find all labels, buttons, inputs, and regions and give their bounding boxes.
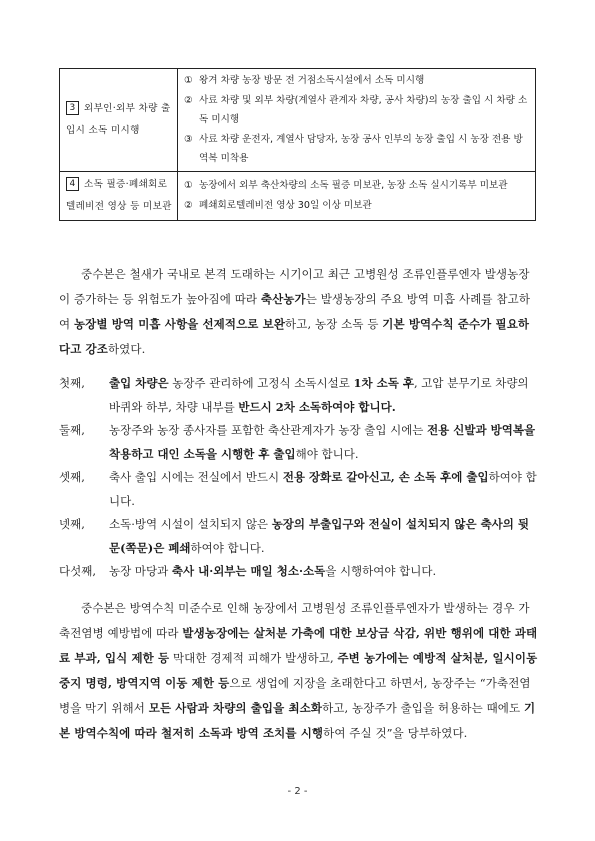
category-label: 외부인·외부 차량 출입시 소독 미시행 bbox=[66, 102, 171, 136]
category-label: 소독 필증·폐쇄회로텔레비전 영상 등 미보관 bbox=[66, 178, 172, 212]
guideline-text: 농장 마당과 축사 내·외부는 매일 청소·소독을 시행하여야 합니다. bbox=[109, 564, 437, 578]
guideline-label: 둘째, bbox=[59, 423, 85, 437]
guideline-item bbox=[59, 513, 538, 560]
list-item: ② 폐쇄회로텔레비전 영상 30일 이상 미보관 bbox=[184, 199, 372, 211]
table-row bbox=[60, 69, 536, 172]
list-item: ① 농장에서 외부 축산차량의 소독 필증 미보관, 농장 소독 실시기록부 미보관 bbox=[184, 180, 508, 191]
guideline-label: 넷째, bbox=[59, 517, 85, 531]
findings-table bbox=[59, 68, 536, 221]
guideline-label: 첫째, bbox=[59, 376, 85, 390]
items-cell bbox=[178, 171, 536, 220]
guideline-list bbox=[59, 372, 538, 584]
body-paragraph: 중수본은 철새가 국내로 본격 도래하는 시기이고 최근 고병원성 조류인플루엔자 발생농장이 증가하는 등 위험도가 높아짐에 따라 축산농가는 발생농장의 주요 방역 미흡 사례를 참고하여 농장별 방역 미흡 사항을 선제적으로 보완하고, 농장 소독 등 기본 방역수칙 준수가 필요하다고 강조하였다. bbox=[59, 267, 531, 356]
list-item: ① 왕겨 차량 농장 방문 전 거점소독시설에서 소독 미시행 bbox=[184, 75, 425, 86]
guideline-text: 출입 차량은 농장주 관리하에 고정식 소독시설로 1차 소독 후, 고압 분무기로 차량의 바퀴와 하부, 차량 내부를 반드시 2차 소독하여야 합니다. bbox=[109, 376, 529, 414]
guideline-item bbox=[59, 372, 538, 419]
body-paragraph: 중수본은 방역수칙 미준수로 인해 농장에서 고병원성 조류인플루엔자가 발생하는 경우 가축전염병 예방법에 따라 발생농장에는 살처분 가축에 대한 보상금 삭감, 위반 행위에 대한 과태료 부과, 입식 제한 등 막대한 경제적 피해가 발생하고, 주변 농가에는 예방적 살처분, 일시이동중지 명령, 방역지역 이동 제한 등으로 생업에 지장을 초래한다고 하면서, 농장주는 “가축전염병을 막기 위해서 모든 사람과 차량의 출입을 최소화하고, 농장주가 출입을 허용하는 때에도 기본 방역수칙에 따라 철저히 소독과 방역 조치를 시행하여 주실 것”을 당부하였다. bbox=[59, 601, 538, 740]
guideline-item bbox=[59, 466, 538, 513]
boxed-number: 3 bbox=[66, 101, 79, 115]
list-item: ② 사료 차량 및 외부 차량(계열사 관계자 차량, 공사 차량)의 농장 출입 시 차량 소독 미시행 bbox=[184, 94, 528, 125]
guideline-label: 셋째, bbox=[59, 470, 85, 484]
guideline-text: 농장주와 농장 종사자를 포함한 축산관계자가 농장 출입 시에는 전용 신발과 방역복을 착용하고 대인 소독을 시행한 후 출입해야 합니다. bbox=[109, 423, 536, 461]
table-row bbox=[60, 171, 536, 220]
guideline-text: 축사 출입 시에는 전실에서 반드시 전용 장화로 갈아신고, 손 소독 후에 출입하여야 합니다. bbox=[109, 470, 537, 508]
guideline-text: 소독·방역 시설이 설치되지 않은 농장의 부출입구와 전실이 설치되지 않은 축사의 뒷문(쪽문)은 폐쇄하여야 합니다. bbox=[109, 517, 530, 555]
list-item: ③ 사료 차량 운전자, 계열사 담당자, 농장 공사 인부의 농장 출입 시 농장 전용 방역복 미착용 bbox=[184, 133, 523, 164]
items-cell bbox=[178, 69, 536, 172]
page-number: - 2 - bbox=[287, 786, 308, 797]
category-cell bbox=[60, 69, 178, 172]
guideline-item bbox=[59, 560, 538, 584]
category-cell bbox=[60, 171, 178, 220]
guideline-item bbox=[59, 419, 538, 466]
guideline-label: 다섯째, bbox=[59, 564, 96, 578]
boxed-number: 4 bbox=[66, 177, 79, 191]
